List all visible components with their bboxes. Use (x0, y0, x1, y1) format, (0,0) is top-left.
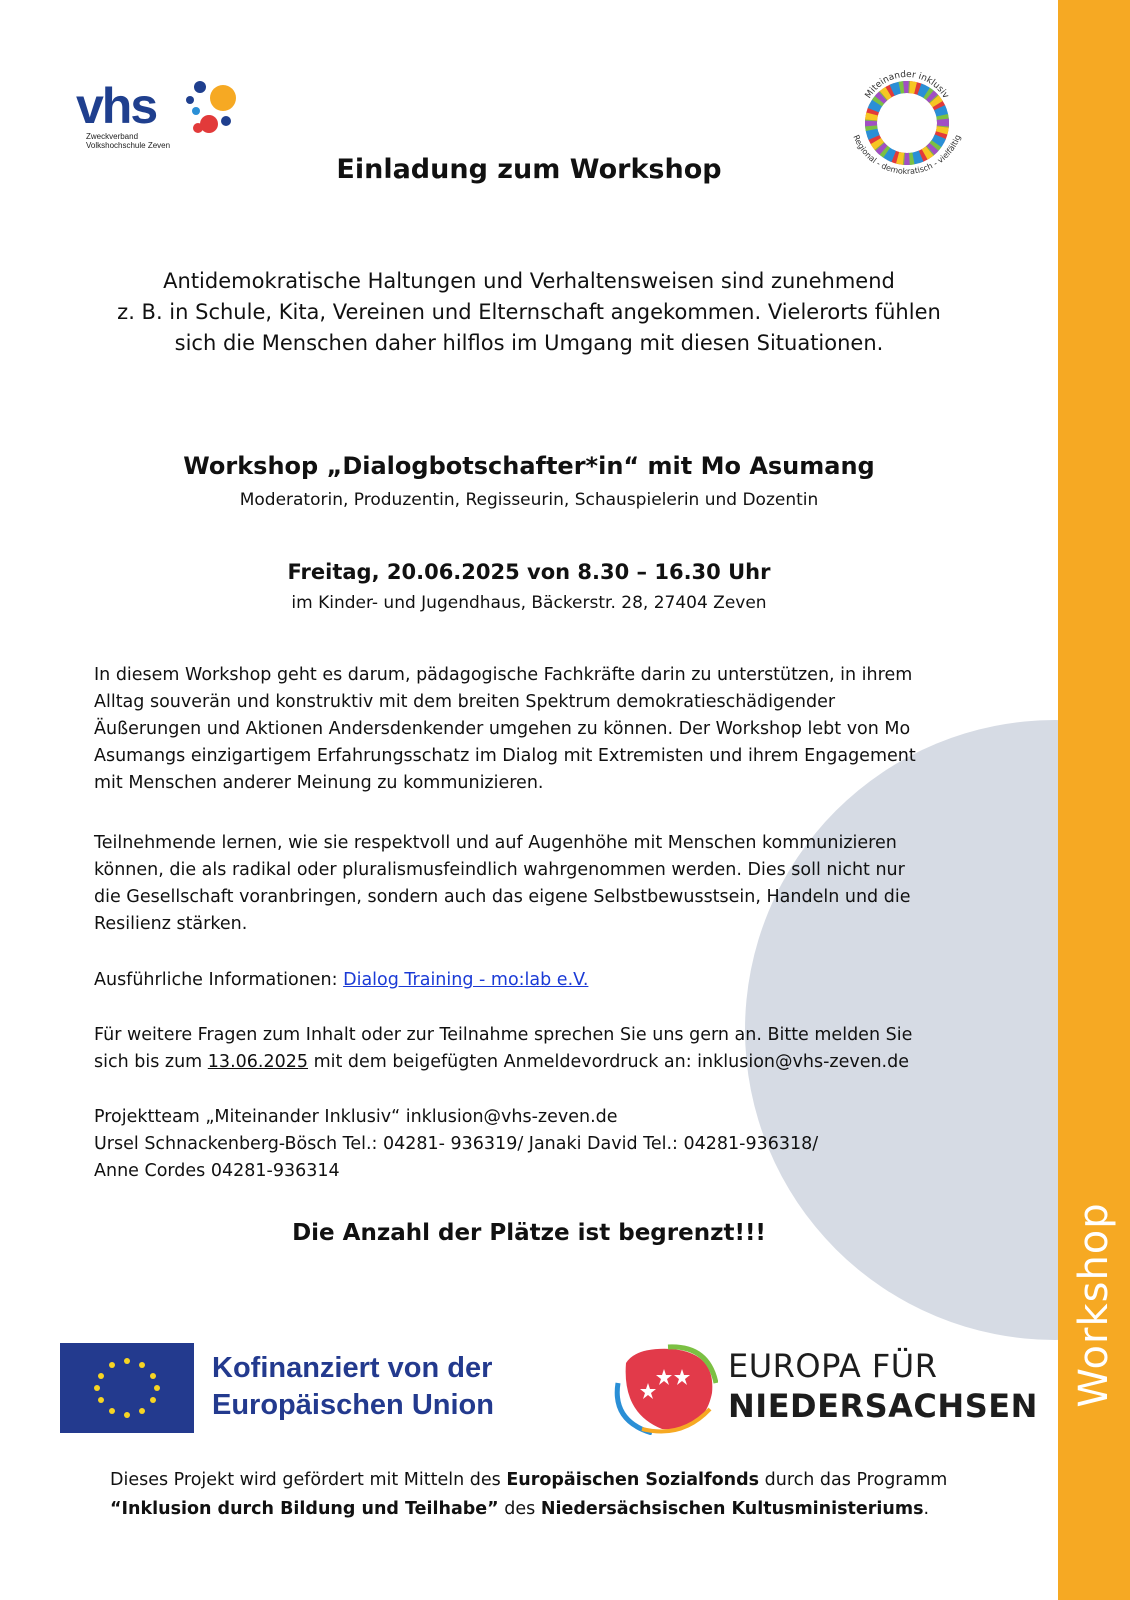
registration-prefix: sich bis zum (94, 1052, 208, 1072)
paragraph-participants (94, 830, 994, 938)
workshop-subtitle: Moderatorin, Produzentin, Regisseurin, Schauspielerin und Dozentin (239, 490, 819, 510)
footer-part1: Dieses Projekt wird gefördert mit Mitteln des (110, 1470, 507, 1490)
paragraph-line: die Gesellschaft voranbringen, sondern auch das eigene Selbstbewusstsein, Handeln und die (94, 887, 911, 907)
registration-suffix: mit dem beigefügten Anmeldevordruck an: inklusion@vhs-zeven.de (308, 1052, 909, 1072)
limited-notice: Die Anzahl der Plätze ist begrenzt!!! (292, 1220, 766, 1246)
contact-line: Ursel Schnackenberg-Bösch Tel.: 04281- 936319/ Janaki David Tel.: 04281-936318/ (94, 1134, 819, 1154)
paragraph-line: Für weitere Fragen zum Inhalt oder zur Teilnahme sprechen Sie uns gern an. Bitte melden Sie (94, 1025, 913, 1045)
contact-line: Anne Cordes 04281-936314 (94, 1161, 340, 1181)
vhs-logo-word: vhs (76, 78, 157, 134)
contacts-block (94, 1104, 994, 1185)
vhs-logo-sub1: Zweckverband (86, 132, 139, 141)
paragraph-line: Resilienz stärken. (94, 914, 248, 934)
registration-text (94, 1022, 994, 1076)
funding-footer (110, 1466, 1050, 1524)
info-prefix: Ausführliche Informationen: (94, 970, 344, 990)
paragraph-description (94, 662, 994, 797)
nds-line1: EUROPA FÜR (728, 1347, 938, 1385)
vhs-logo-sub2: Volkshochschule Zeven (86, 141, 171, 150)
intro-text (0, 266, 1058, 359)
dialog-training-link[interactable]: Dialog Training - mo:lab e.V. (343, 970, 589, 990)
workshop-location: im Kinder- und Jugendhaus, Bäckerstr. 28, 27404 Zeven (291, 593, 767, 613)
inclusion-logo-top-text: Miteinander inklusiv (863, 69, 951, 101)
footer-line (110, 1495, 1050, 1524)
paragraph-line: Alltag souverän und konstruktiv mit dem breiten Spektrum demokratieschädigender (94, 692, 836, 712)
vhs-dots-icon (176, 78, 246, 138)
niedersachsen-logo-text (728, 1346, 1038, 1426)
nds-line2: NIEDERSACHSEN (728, 1387, 1038, 1425)
paragraph-line: Äußerungen und Aktionen Andersdenkender umgehen zu können. Der Workshop lebt von Mo (94, 719, 911, 739)
footer-part2: durch das Programm (759, 1470, 948, 1490)
paragraph-line: können, die als radikal oder pluralismusfeindlich wahrgenommen werden. Dies soll nicht nur (94, 860, 905, 880)
footer-part4: . (923, 1499, 930, 1519)
eu-text-line: Kofinanziert von der (212, 1352, 493, 1384)
footer-part3: des (498, 1499, 541, 1519)
contact-line: Projektteam „Miteinander Inklusiv“ inklusion@vhs-zeven.de (94, 1107, 618, 1127)
paragraph-line: Asumangs einzigartigem Erfahrungsschatz im Dialog mit Extremisten und ihrem Engagement (94, 746, 916, 766)
footer-bold2: “Inklusion durch Bildung und Teilhabe” (110, 1499, 499, 1519)
info-text (94, 967, 994, 994)
page-title: Einladung zum Workshop (336, 154, 722, 185)
footer-bold1: Europäischen Sozialfonds (506, 1470, 760, 1490)
vhs-logo-subtitle (86, 132, 170, 150)
intro-line: Antidemokratische Haltungen und Verhaltensweisen sind zunehmend (163, 269, 895, 293)
vhs-logo (76, 78, 246, 152)
inclusion-logo-ring-text: Regional - demokratisch - vielfältig (851, 133, 963, 177)
paragraph-line: mit Menschen anderer Meinung zu kommunizieren. (94, 773, 544, 793)
paragraph-line (94, 1049, 994, 1076)
footer-line (110, 1466, 1050, 1495)
intro-line: z. B. in Schule, Kita, Vereinen und Elternschaft angekommen. Vielerorts fühlen (117, 300, 941, 324)
registration-deadline: 13.06.2025 (207, 1052, 308, 1072)
side-label: Workshop (1071, 1202, 1117, 1408)
eu-cofinanced-text (212, 1350, 494, 1424)
eu-flag-icon (60, 1343, 194, 1433)
niedersachsen-logo-icon (612, 1343, 718, 1435)
paragraph-line: Teilnehmende lernen, wie sie respektvoll und auf Augenhöhe mit Menschen kommunizieren (94, 833, 897, 853)
eu-text-line: Europäischen Union (212, 1389, 494, 1421)
paragraph-line: In diesem Workshop geht es darum, pädagogische Fachkräfte darin zu unterstützen, in ihrem (94, 665, 913, 685)
workshop-title: Workshop „Dialogbotschafter*in“ mit Mo Asumang (183, 452, 875, 480)
workshop-date: Freitag, 20.06.2025 von 8.30 – 16.30 Uhr (287, 560, 771, 584)
intro-line: sich die Menschen daher hilflos im Umgang mit diesen Situationen. (174, 331, 884, 355)
footer-bold3: Niedersächsischen Kultusministeriums (540, 1499, 924, 1519)
info-line (94, 967, 994, 994)
